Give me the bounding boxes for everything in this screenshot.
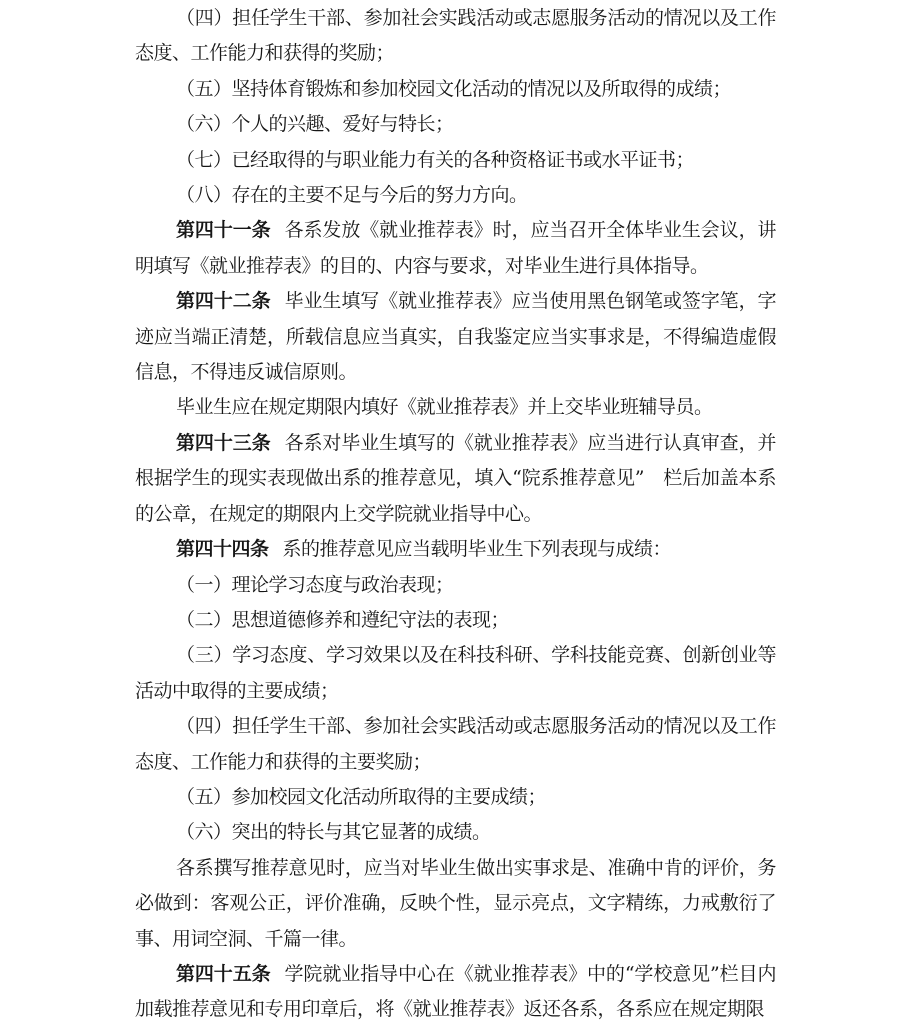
paragraph-text: 各系对毕业生填写的《就业推荐表》应当进行认真审查，并根据学生的现实表现做出系的推荐意见，填入“院系推荐意见” 栏后加盖本系的公章，在规定的期限内上交学院就业指导中心。: [135, 431, 776, 525]
paragraph: [135, 532, 776, 567]
paragraph-text: （一）理论学习态度与政治表现；: [176, 573, 454, 596]
paragraph-text: （四）担任学生干部、参加社会实践活动或志愿服务活动的情况以及工作态度、工作能力和获得的奖励；: [135, 7, 776, 65]
paragraph: [135, 709, 776, 780]
paragraph-text: 毕业生填写《就业推荐表》应当使用黑色钢笔或签字笔，字迹应当端正清楚，所载信息应当真实，自我鉴定应当实事求是，不得编造虚假信息，不得违反诚信原则。: [135, 290, 776, 384]
paragraph-text: 各系发放《就业推荐表》时，应当召开全体毕业生会议，讲明填写《就业推荐表》的目的、内容与要求，对毕业生进行具体指导。: [135, 219, 776, 277]
paragraph-text: 毕业生应在规定期限内填好《就业推荐表》并上交毕业班辅导员。: [176, 396, 713, 419]
paragraph-text: （四）担任学生干部、参加社会实践活动或志愿服务活动的情况以及工作态度、工作能力和获得的主要奖励；: [135, 715, 776, 773]
paragraph-text: （五）参加校园文化活动所取得的主要成绩；: [176, 785, 547, 808]
paragraph: [135, 143, 776, 178]
paragraph: [135, 107, 776, 142]
paragraph: [135, 957, 776, 1025]
paragraph: [135, 815, 776, 850]
article-number: 第四十二条: [176, 290, 271, 313]
paragraph-text: 系的推荐意见应当载明毕业生下列表现与成绩：: [282, 538, 672, 561]
paragraph: [135, 638, 776, 709]
paragraph: [135, 178, 776, 213]
paragraph: [135, 568, 776, 603]
article-number: 第四十一条: [176, 219, 271, 242]
paragraph-text: （六）个人的兴趣、爱好与特长；: [176, 113, 454, 136]
paragraph: [135, 72, 776, 107]
paragraph-text: （二）思想道德修养和遵纪守法的表现；: [176, 608, 510, 631]
paragraph: [135, 780, 776, 815]
document-body: [135, 1, 776, 1025]
article-number: 第四十四条: [176, 538, 269, 561]
paragraph-text: （五）坚持体育锻炼和参加校园文化活动的情况以及所取得的成绩；: [176, 77, 732, 100]
paragraph: [135, 1, 776, 72]
paragraph-text: （八）存在的主要不足与今后的努力方向。: [176, 184, 528, 207]
paragraph: [135, 213, 776, 284]
paragraph: [135, 426, 776, 532]
paragraph-text: （三）学习态度、学习效果以及在科技科研、学科技能竞赛、创新创业等活动中取得的主要成绩；: [135, 644, 776, 702]
paragraph: [135, 284, 776, 390]
paragraph-text: 学院就业指导中心在《就业推荐表》中的“学校意见”栏目内加载推荐意见和专用印章后，将《就业推荐表》返还各系，各系应在规定期限: [135, 962, 776, 1021]
paragraph-text: 各系撰写推荐意见时，应当对毕业生做出实事求是、准确中肯的评价，务必做到：客观公正，评价准确，反映个性，显示亮点，文字精练，力戒敷衍了事、用词空洞、千篇一律。: [135, 856, 776, 950]
article-number: 第四十三条: [176, 431, 271, 454]
article-number: 第四十五条: [176, 962, 271, 985]
paragraph-text: （六）突出的特长与其它显著的成绩。: [176, 821, 491, 844]
paragraph: [135, 851, 776, 957]
paragraph-text: （七）已经取得的与职业能力有关的各种资格证书或水平证书；: [176, 148, 695, 171]
paragraph: [135, 603, 776, 638]
paragraph: [135, 390, 776, 425]
